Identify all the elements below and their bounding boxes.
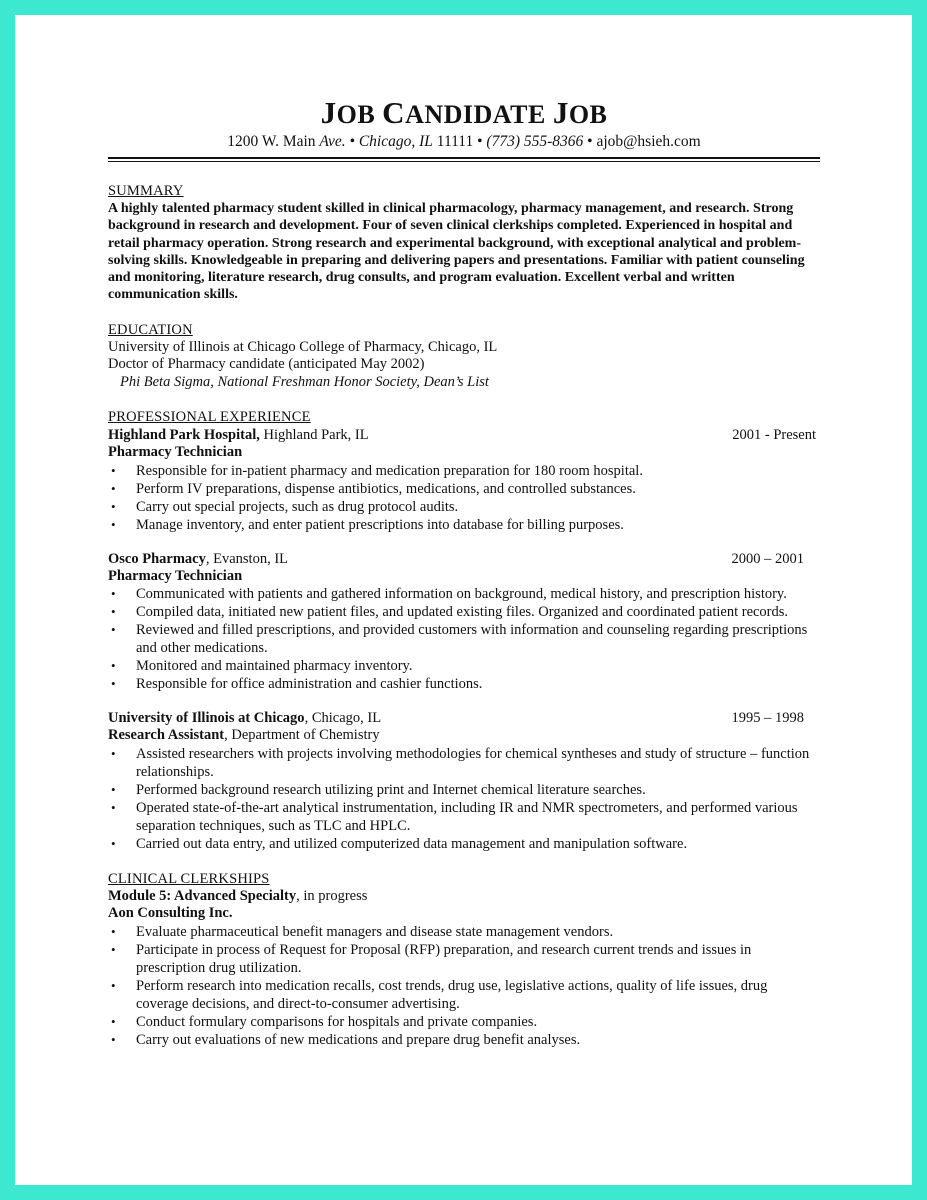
job-dates: 2001 - Present	[732, 427, 816, 444]
job-dates: 1995 – 1998	[731, 710, 804, 727]
job-role: Pharmacy Technician	[108, 444, 243, 461]
bullet-item: • Participate in process of Request for Proposal (RFP) preparation, and research current trends and issues in prescription drug utilization.	[111, 941, 752, 976]
contact-line	[108, 133, 820, 151]
bullet-item: • Manage inventory, and enter patient prescriptions into database for billing purposes.	[111, 516, 624, 533]
bullet-item: • Perform IV preparations, dispense antibiotics, medications, and controlled substances.	[111, 480, 636, 497]
education-degree: Doctor of Pharmacy candidate (anticipated May 2002)	[108, 356, 425, 373]
job-entry	[108, 709, 820, 853]
clerkship-module: Module 5: Advanced Specialty	[108, 887, 297, 904]
education-heading: EDUCATION	[108, 321, 193, 338]
bullet-item: • Carried out data entry, and utilized computerized data management and manipulation software.	[111, 835, 688, 852]
bullet-item: • Responsible for in-patient pharmacy and medication preparation for 180 room hospital.	[111, 462, 643, 479]
clerkships-heading: CLINICAL CLERKSHIPS	[108, 870, 270, 887]
bullet-item: • Compiled data, initiated new patient files, and updated existing files. Organized and coordinated patient records.	[111, 604, 789, 621]
contact-phone: (773) 555-8366	[486, 133, 584, 150]
contact-city: Ave. • Chicago, IL	[319, 133, 433, 150]
job-role-detail: , Department of Chemistry	[224, 727, 380, 744]
bullet-item: • Reviewed and filled prescriptions, and provided customers with information and counseling regarding prescriptions and other medications.	[111, 622, 808, 657]
contact-street: 1200 W. Main	[227, 133, 316, 150]
header-rule-thick	[108, 157, 820, 159]
job-role: Pharmacy Technician	[108, 567, 243, 584]
job-employer: University of Illinois at Chicago	[108, 710, 305, 727]
summary-text: A highly talented pharmacy student skilled in clinical pharmacology, pharmacy management, and research. Strong background in research and development. Four of seven clinical clerkships completed. Experienced in hospital and retail pharmacy operation. Strong research and experimental background, with exceptional analytical and problem-solving skills. Knowledgeable in preparing and delivering papers and presentations. Familiar with patient counseling and monitoring, literature research, drug consults, and program evaluation. Excellent verbal and written communication skills.	[108, 201, 805, 303]
job-location: , Evanston, IL	[205, 550, 289, 567]
job-employer: Osco Pharmacy	[108, 550, 206, 567]
clerkship-company: Aon Consulting Inc.	[108, 905, 233, 922]
resume-document	[108, 95, 820, 1049]
contact-zip: 11111 •	[436, 133, 483, 150]
bullet-item: • Conduct formulary comparisons for hospitals and private companies.	[111, 1013, 538, 1030]
job-entry	[108, 426, 820, 534]
bullet-item: • Performed background research utilizing print and Internet chemical literature searches.	[111, 781, 646, 798]
bullet-item: • Evaluate pharmaceutical benefit managers and disease state management vendors.	[111, 923, 614, 940]
bullet-item: • Carry out special projects, such as drug protocol audits.	[111, 498, 459, 515]
bullet-item: • Assisted researchers with projects involving methodologies for chemical syntheses and study of structure – function relationships.	[111, 745, 810, 780]
contact-email: • ajob@hsieh.com	[587, 133, 701, 150]
education-school: University of Illinois at Chicago College of Pharmacy, Chicago, IL	[108, 338, 498, 355]
bullet-item: • Perform research into medication recalls, cost trends, drug use, legislative actions, quality of life issues, drug coverage decisions, and direct-to-consumer advertising.	[111, 977, 768, 1012]
bullet-item: • Operated state-of-the-art analytical instrumentation, including IR and NMR spectrometers, and performed various separation techniques, such as TLC and HPLC.	[111, 799, 798, 834]
job-dates: 2000 – 2001	[731, 550, 804, 567]
experience-heading: PROFESSIONAL EXPERIENCE	[108, 409, 311, 426]
job-employer: Highland Park Hospital,	[108, 427, 260, 444]
summary-heading: SUMMARY	[108, 183, 184, 199]
candidate-name: JOB CANDIDATE JOB	[320, 95, 608, 130]
job-role: Research Assistant	[108, 727, 225, 744]
bullet-item: • Monitored and maintained pharmacy inventory.	[111, 658, 413, 675]
bullet-item: • Carry out evaluations of new medications and prepare drug benefit analyses.	[111, 1031, 581, 1048]
job-entry	[108, 550, 820, 694]
bullet-item: • Responsible for office administration and cashier functions.	[111, 676, 483, 693]
job-location: Highland Park, IL	[259, 427, 369, 444]
job-location: , Chicago, IL	[304, 710, 382, 727]
clerkship-status: , in progress	[296, 887, 368, 904]
education-honors: Phi Beta Sigma, National Freshman Honor Society, Dean’s List	[120, 373, 489, 390]
bullet-item: • Communicated with patients and gathered information on background, medical history, and prescription history.	[111, 586, 787, 603]
